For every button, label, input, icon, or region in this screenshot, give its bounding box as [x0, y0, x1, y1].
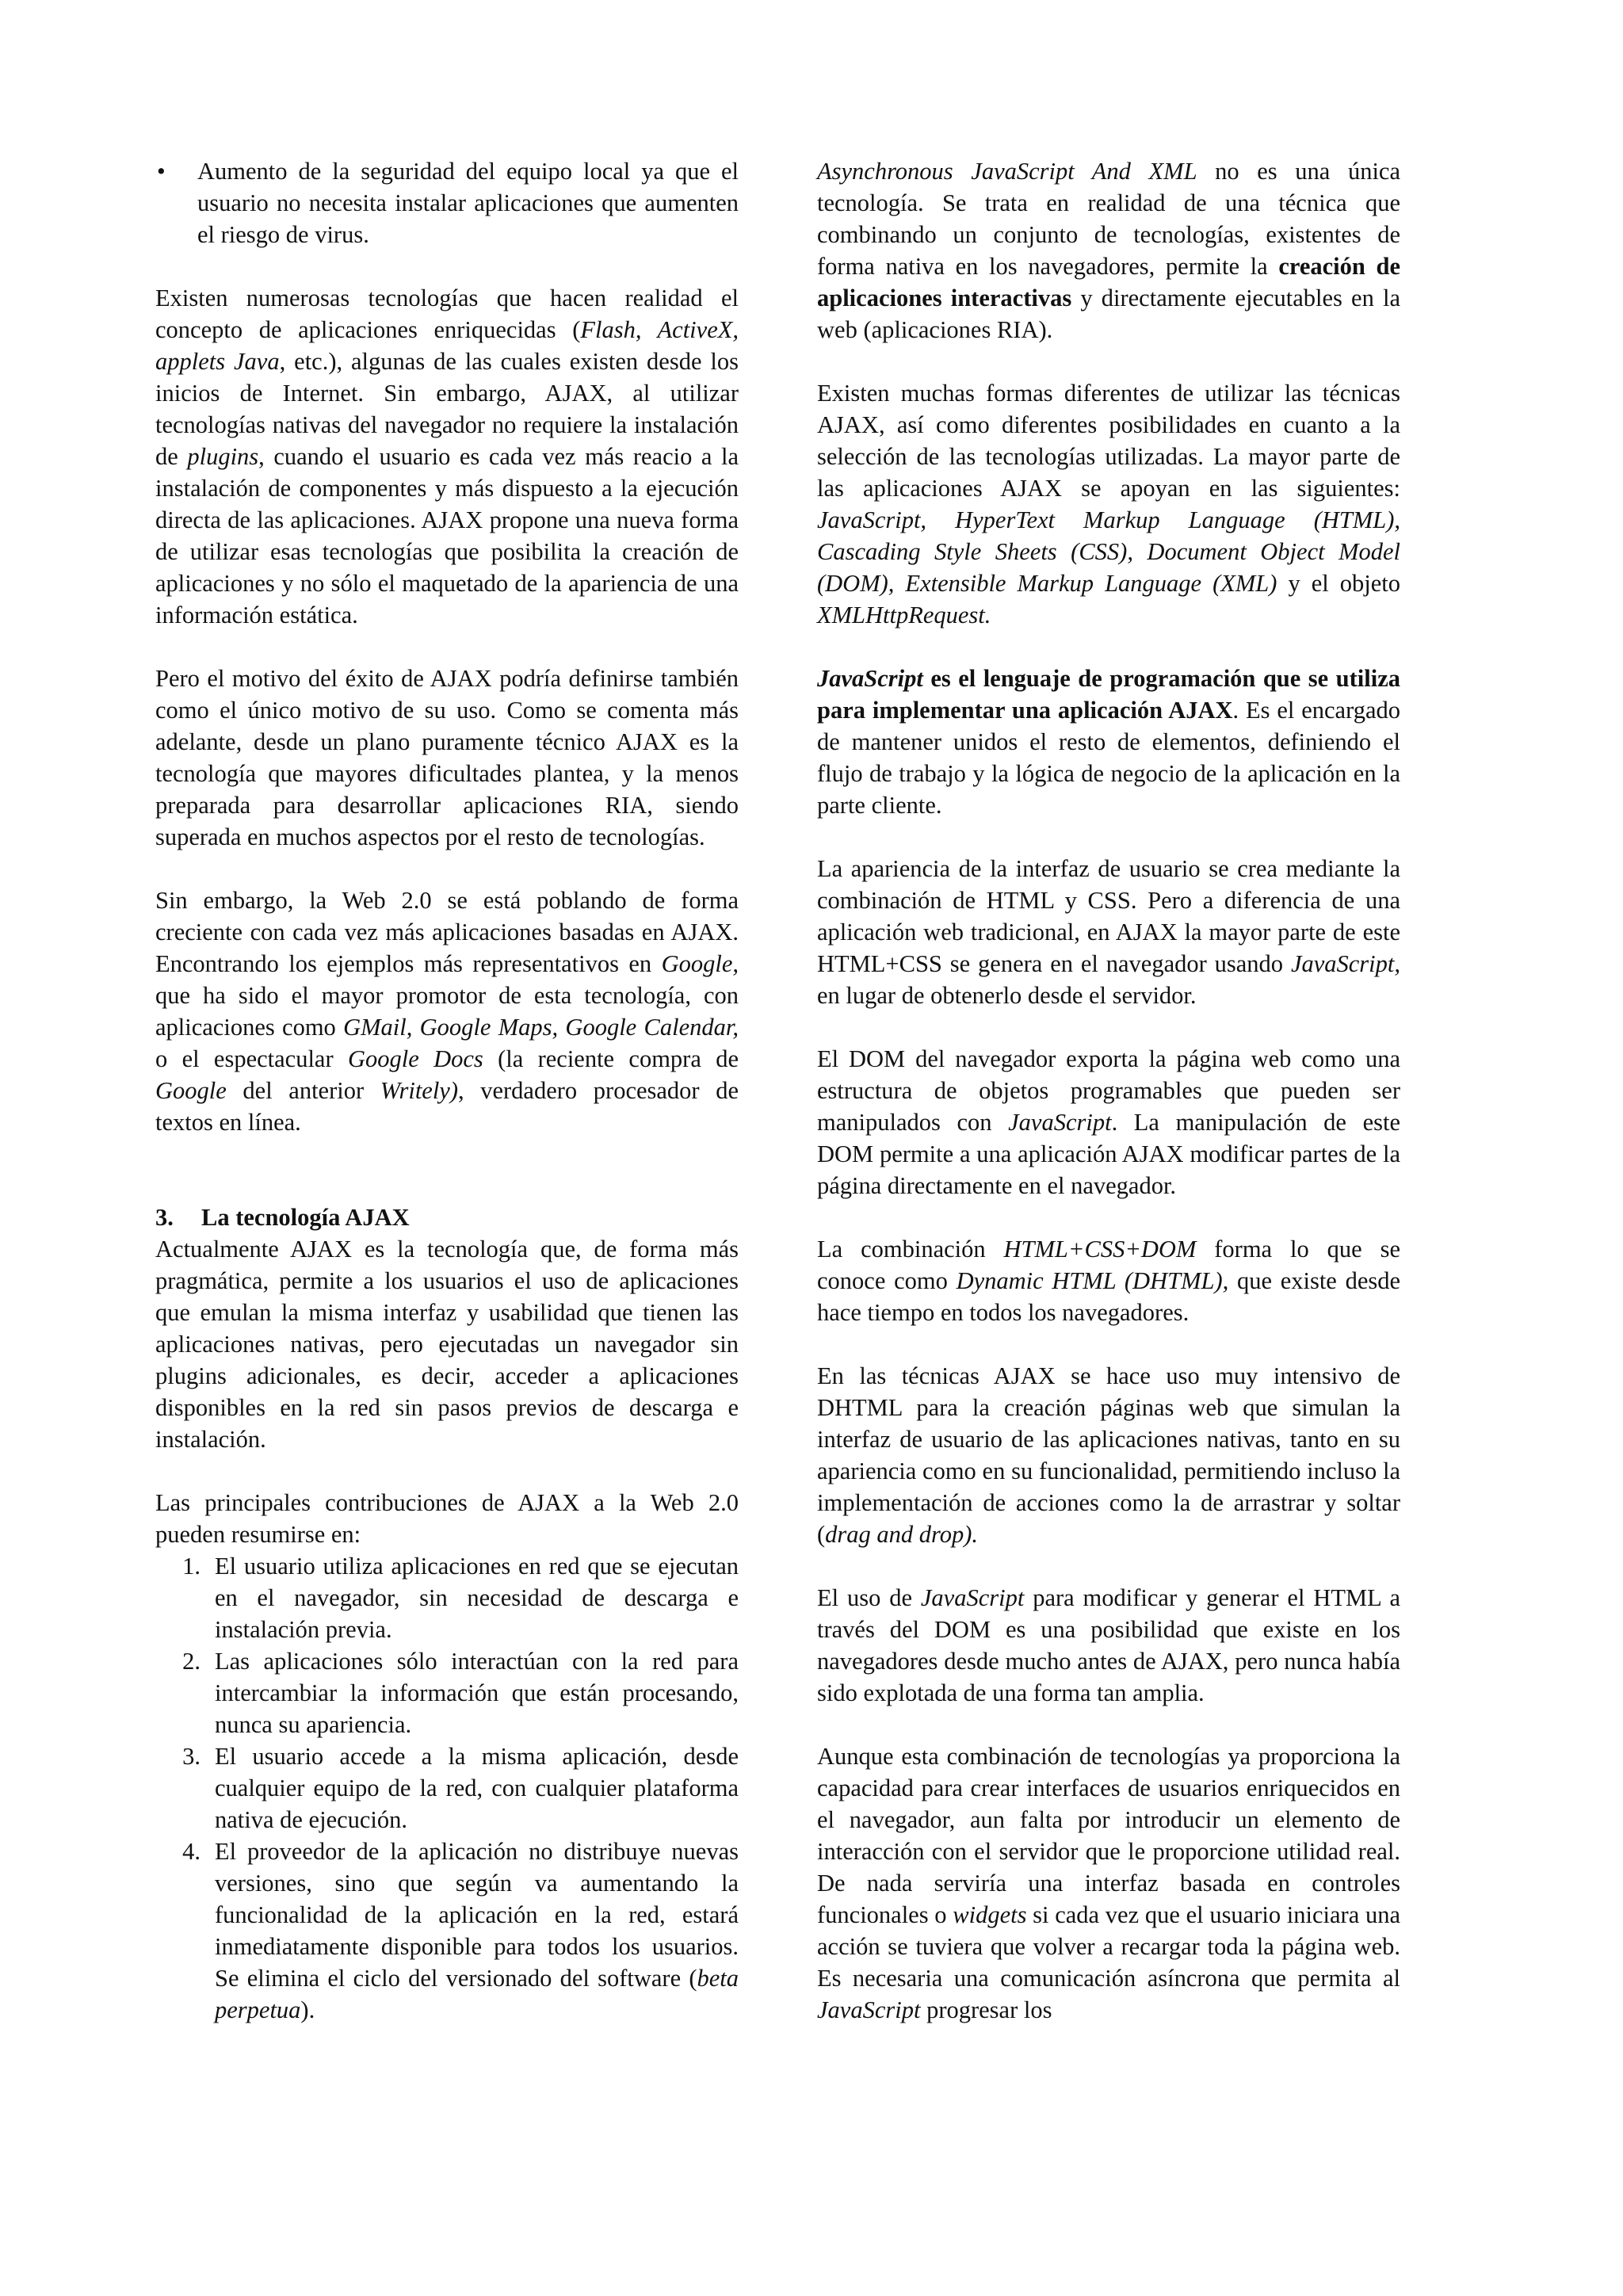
- paragraph-dhtml: La combinación HTML+CSS+DOM forma lo que se conoce como Dynamic HTML (DHTML), que existe desde hace tiempo en todos los navegadores.: [817, 1236, 1401, 1326]
- paragraph-web20-google: Sin embargo, la Web 2.0 se está poblando de forma creciente con cada vez más aplicaciones basadas en AJAX. Encontrando los ejemplos más representativos en Google, que ha sido el mayor promotor de esta tecnología, con aplicaciones como GMail, Google Maps, Google Calendar, o el espectacular Google Docs (la reciente compra de Google del anterior Writely), verdadero procesador de textos en línea.: [155, 887, 739, 1136]
- paragraph-contributions-intro: Las principales contribuciones de AJAX a la Web 2.0 pueden resumirse en:: [155, 1489, 739, 1548]
- paragraph-ajax-technologies: Existen muchas formas diferentes de utilizar las técnicas AJAX, así como diferentes posibilidades en cuanto a la selección de las tecnologías utilizadas. La mayor parte de las aplicaciones AJAX se apoyan en las siguientes: JavaScript, HyperText Markup Language (HTML), Cascading Style Sheets (CSS), Document Object Model (DOM), Extensible Markup Language (XML) y el objeto XMLHttpRequest.: [817, 380, 1400, 628]
- bullet-icon: •: [157, 158, 166, 185]
- bullet-text: Aumento de la seguridad del equipo local ya que el usuario no necesita instalar aplicaciones que aumenten el riesgo de virus.: [197, 158, 739, 248]
- contributions-list: [155, 1550, 739, 2026]
- left-column: [155, 155, 739, 2026]
- paragraph-async-communication: Aunque esta combinación de tecnologías ya proporciona la capacidad para crear interfaces de usuarios enriquecidos en el navegador, aun falta por introducir un elemento de interacción con el servidor que le proporcione utilidad real. De nada serviría una interfaz basada en controles funcionales o widgets si cada vez que el usuario iniciara una acción se tuviera que volver a recargar toda la página web. Es necesaria una comunicación asíncrona que permita al JavaScript progresar los: [817, 1743, 1400, 2023]
- paragraph-javascript-dom: El uso de JavaScript para modificar y generar el HTML a través del DOM es una posibilidad que existe en los navegadores desde mucho antes de AJAX, pero nunca había sido explotada de una forma tan amplia.: [817, 1584, 1400, 1706]
- paragraph-javascript: JavaScript es el lenguaje de programación que se utiliza para implementar una aplicación AJAX. Es el encargado de mantener unidos el resto de elementos, definiendo el flujo de trabajo y la lógica de negocio de la aplicación en la parte cliente.: [817, 665, 1400, 819]
- section-heading: [155, 1201, 739, 1233]
- list-item: 2. Las aplicaciones sólo interactúan con la red para intercambiar la información que están procesando, nunca su apariencia.: [182, 1648, 739, 1738]
- section-number: 3.: [155, 1204, 174, 1231]
- paragraph-dom: El DOM del navegador exporta la página web como una estructura de objetos programables que pueden ser manipulados con JavaScript. La manipulación de este DOM permite a una aplicación AJAX modificar partes de la página directamente en el navegador.: [817, 1045, 1400, 1199]
- paragraph-rich-applications: Existen numerosas tecnologías que hacen realidad el concepto de aplicaciones enriquecidas (Flash, ActiveX, applets Java, etc.), algunas de las cuales existen desde los inicios de Internet. Sin embargo, AJAX, al utilizar tecnologías nativas del navegador no requiere la instalación de plugins, cuando el usuario es cada vez más reacio a la instalación de componentes y más dispuesto a la ejecución directa de las aplicaciones. AJAX propone una nueva forma de utilizar esas tecnologías que posibilita la creación de aplicaciones y no sólo el maquetado de la apariencia de una información estática.: [155, 285, 739, 628]
- list-item: 4. El proveedor de la aplicación no distribuye nuevas versiones, sino que según va aumentando la funcionalidad de la aplicación en la red, estará inmediatamente disponible para todos los usuarios. Se elimina el ciclo del versionado del software (beta perpetua).: [182, 1838, 739, 2023]
- paragraph-ajax-success: Pero el motivo del éxito de AJAX podría definirse también como el único motivo de su uso. Como se comenta más adelante, desde un plano puramente técnico AJAX es la tecnología que mayores dificultades plantea, y la menos preparada para desarrollar aplicaciones RIA, siendo superada en muchos aspectos por el resto de tecnologías.: [155, 665, 739, 850]
- paragraph-html-css: La apariencia de la interfaz de usuario se crea mediante la combinación de HTML y CSS. Pero a diferencia de una aplicación web tradicional, en AJAX la mayor parte de este HTML+CSS se genera en el navegador usando JavaScript, en lugar de obtenerlo desde el servidor.: [817, 855, 1400, 1009]
- paragraph-dhtml-usage: En las técnicas AJAX se hace uso muy intensivo de DHTML para la creación páginas web que simulan la interfaz de usuario de las aplicaciones nativas, tanto en su apariencia como en su funcionalidad, permitiendo incluso la implementación de acciones como la de arrastrar y soltar (drag and drop).: [817, 1362, 1400, 1548]
- right-column: [817, 155, 1400, 2057]
- paragraph-ajax-definition: Asynchronous JavaScript And XML no es una única tecnología. Se trata en realidad de una técnica que combinando un conjunto de tecnologías, existentes de forma nativa en los navegadores, permite la creación de aplicaciones interactivas y directamente ejecutables en la web (aplicaciones RIA).: [817, 158, 1400, 343]
- paragraph-ajax-pragmatic: Actualmente AJAX es la tecnología que, de forma más pragmática, permite a los usuarios el uso de aplicaciones que emulan la misma interfaz y usabilidad que tienen las aplicaciones nativas, pero ejecutadas un navegador sin plugins adicionales, es decir, acceder a aplicaciones disponibles en la red sin pasos previos de descarga e instalación.: [155, 1236, 739, 1453]
- bullet-item: [155, 155, 739, 250]
- list-item: 1. El usuario utiliza aplicaciones en red que se ejecutan en el navegador, sin necesidad de descarga e instalación previa.: [182, 1553, 739, 1643]
- section-title: La tecnología AJAX: [201, 1204, 410, 1231]
- list-item: 3. El usuario accede a la misma aplicación, desde cualquier equipo de la red, con cualquier plataforma nativa de ejecución.: [182, 1743, 739, 1833]
